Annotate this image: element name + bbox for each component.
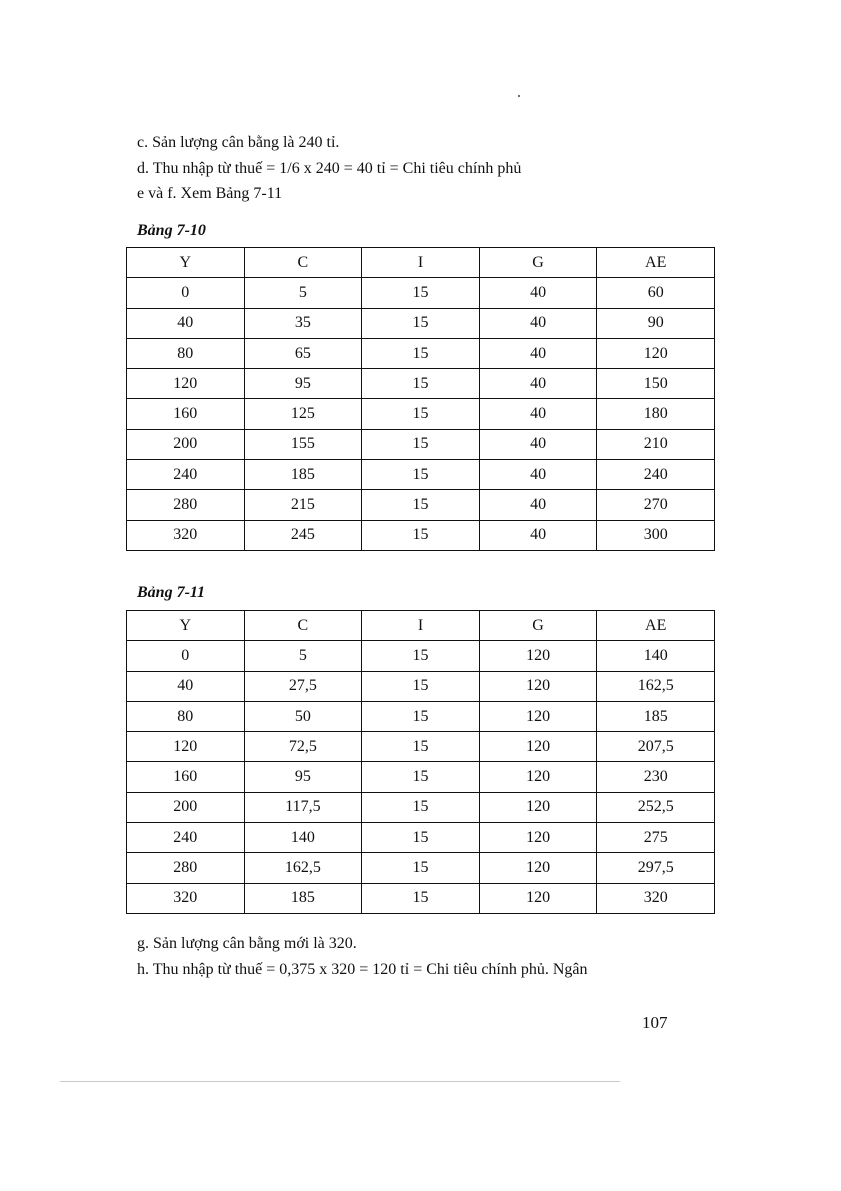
- table-cell: 15: [362, 338, 480, 368]
- table-cell: 40: [127, 308, 245, 338]
- table-cell: 240: [127, 460, 245, 490]
- table-row: [127, 429, 715, 459]
- table-cell: 40: [127, 671, 245, 701]
- table-cell: 300: [597, 520, 715, 550]
- table-cell: 160: [127, 762, 245, 792]
- table-cell: 40: [479, 520, 597, 550]
- table-cell: 95: [244, 762, 362, 792]
- table-cell: 162,5: [244, 853, 362, 883]
- table-cell: 15: [362, 883, 480, 913]
- table-row: [127, 641, 715, 671]
- table-cell: 120: [479, 762, 597, 792]
- table-cell: 0: [127, 641, 245, 671]
- table-cell: 40: [479, 338, 597, 368]
- table-cell: 320: [127, 520, 245, 550]
- table-cell: 15: [362, 369, 480, 399]
- table-cell: 240: [597, 460, 715, 490]
- table-cell: 15: [362, 762, 480, 792]
- table-cell: 120: [479, 732, 597, 762]
- table-cell: 15: [362, 520, 480, 550]
- header-cell: C: [244, 248, 362, 278]
- answer-e-f: e và f. Xem Bảng 7-11: [137, 185, 283, 202]
- table-cell: 185: [597, 701, 715, 731]
- table-cell: 120: [479, 823, 597, 853]
- table-cell: 117,5: [244, 792, 362, 822]
- table-row: [127, 732, 715, 762]
- table-row: [127, 278, 715, 308]
- table-cell: 15: [362, 732, 480, 762]
- table-cell: 215: [244, 490, 362, 520]
- table-row: [127, 520, 715, 550]
- table-cell: 15: [362, 792, 480, 822]
- table-cell: 120: [479, 883, 597, 913]
- table-row: [127, 338, 715, 368]
- table-cell: 15: [362, 308, 480, 338]
- table-cell: 155: [244, 429, 362, 459]
- table-cell: 15: [362, 671, 480, 701]
- header-cell: I: [362, 611, 480, 641]
- table-caption-7-11: Bảng 7-11: [137, 584, 206, 601]
- table-cell: 120: [479, 641, 597, 671]
- table-caption-7-10: Bảng 7-10: [137, 222, 206, 239]
- table-cell: 320: [127, 883, 245, 913]
- table-row: [127, 792, 715, 822]
- table-row: [127, 308, 715, 338]
- table-cell: 200: [127, 429, 245, 459]
- table-cell: 15: [362, 460, 480, 490]
- table-cell: 50: [244, 701, 362, 731]
- answer-d: d. Thu nhập từ thuế = 1/6 x 240 = 40 tỉ = Chi tiêu chính phủ: [137, 160, 522, 177]
- table-cell: 40: [479, 399, 597, 429]
- table-cell: 200: [127, 792, 245, 822]
- table-cell: 120: [479, 792, 597, 822]
- table-cell: 65: [244, 338, 362, 368]
- table-cell: 120: [127, 732, 245, 762]
- header-cell: G: [479, 248, 597, 278]
- table-cell: 15: [362, 853, 480, 883]
- table-header-row: [127, 248, 715, 278]
- table-cell: 15: [362, 641, 480, 671]
- table-cell: 125: [244, 399, 362, 429]
- table-row: [127, 369, 715, 399]
- table-cell: 140: [244, 823, 362, 853]
- table-cell: 252,5: [597, 792, 715, 822]
- table-cell: 90: [597, 308, 715, 338]
- header-cell: C: [244, 611, 362, 641]
- header-cell: Y: [127, 611, 245, 641]
- table-cell: 60: [597, 278, 715, 308]
- table-cell: 80: [127, 338, 245, 368]
- table-cell: 150: [597, 369, 715, 399]
- table-cell: 5: [244, 641, 362, 671]
- table-cell: 230: [597, 762, 715, 792]
- table-cell: 275: [597, 823, 715, 853]
- table-cell: 0: [127, 278, 245, 308]
- table-row: [127, 701, 715, 731]
- table-row: [127, 883, 715, 913]
- header-cell: G: [479, 611, 597, 641]
- table-cell: 120: [479, 671, 597, 701]
- answer-c: c. Sản lượng cân bằng là 240 tỉ.: [137, 134, 340, 151]
- table-cell: 280: [127, 853, 245, 883]
- table-cell: 40: [479, 490, 597, 520]
- table-row: [127, 460, 715, 490]
- table-cell: 280: [127, 490, 245, 520]
- table-row: [127, 762, 715, 792]
- scan-edge-rule: [60, 1081, 620, 1082]
- table-cell: 40: [479, 278, 597, 308]
- header-cell: AE: [597, 248, 715, 278]
- table-cell: 15: [362, 701, 480, 731]
- scan-speck: [518, 95, 520, 97]
- table-cell: 120: [479, 853, 597, 883]
- page-number: 107: [642, 1013, 668, 1032]
- table-cell: 40: [479, 460, 597, 490]
- table-cell: 185: [244, 883, 362, 913]
- table-cell: 15: [362, 399, 480, 429]
- table-cell: 15: [362, 823, 480, 853]
- table-cell: 160: [127, 399, 245, 429]
- table-cell: 245: [244, 520, 362, 550]
- table-row: [127, 823, 715, 853]
- answer-g: g. Sản lượng cân bằng mới là 320.: [137, 935, 357, 952]
- table-cell: 120: [479, 701, 597, 731]
- table-row: [127, 853, 715, 883]
- table-cell: 297,5: [597, 853, 715, 883]
- table-cell: 210: [597, 429, 715, 459]
- table-cell: 240: [127, 823, 245, 853]
- table-cell: 207,5: [597, 732, 715, 762]
- header-cell: AE: [597, 611, 715, 641]
- table-cell: 40: [479, 429, 597, 459]
- table-cell: 120: [597, 338, 715, 368]
- table-cell: 35: [244, 308, 362, 338]
- table-7-10: [126, 247, 715, 551]
- table-cell: 27,5: [244, 671, 362, 701]
- table-cell: 15: [362, 490, 480, 520]
- table-cell: 120: [127, 369, 245, 399]
- table-7-11: [126, 610, 715, 914]
- table-cell: 15: [362, 278, 480, 308]
- table-row: [127, 671, 715, 701]
- table-cell: 15: [362, 429, 480, 459]
- table-cell: 5: [244, 278, 362, 308]
- table-cell: 40: [479, 369, 597, 399]
- table-cell: 185: [244, 460, 362, 490]
- table-cell: 270: [597, 490, 715, 520]
- table-cell: 72,5: [244, 732, 362, 762]
- table-cell: 180: [597, 399, 715, 429]
- header-cell: I: [362, 248, 480, 278]
- table-cell: 162,5: [597, 671, 715, 701]
- answer-h: h. Thu nhập từ thuế = 0,375 x 320 = 120 tỉ = Chi tiêu chính phủ. Ngân: [137, 961, 588, 978]
- table-cell: 80: [127, 701, 245, 731]
- header-cell: Y: [127, 248, 245, 278]
- table-row: [127, 490, 715, 520]
- table-cell: 320: [597, 883, 715, 913]
- table-cell: 95: [244, 369, 362, 399]
- table-cell: 40: [479, 308, 597, 338]
- table-header-row: [127, 611, 715, 641]
- table-cell: 140: [597, 641, 715, 671]
- table-row: [127, 399, 715, 429]
